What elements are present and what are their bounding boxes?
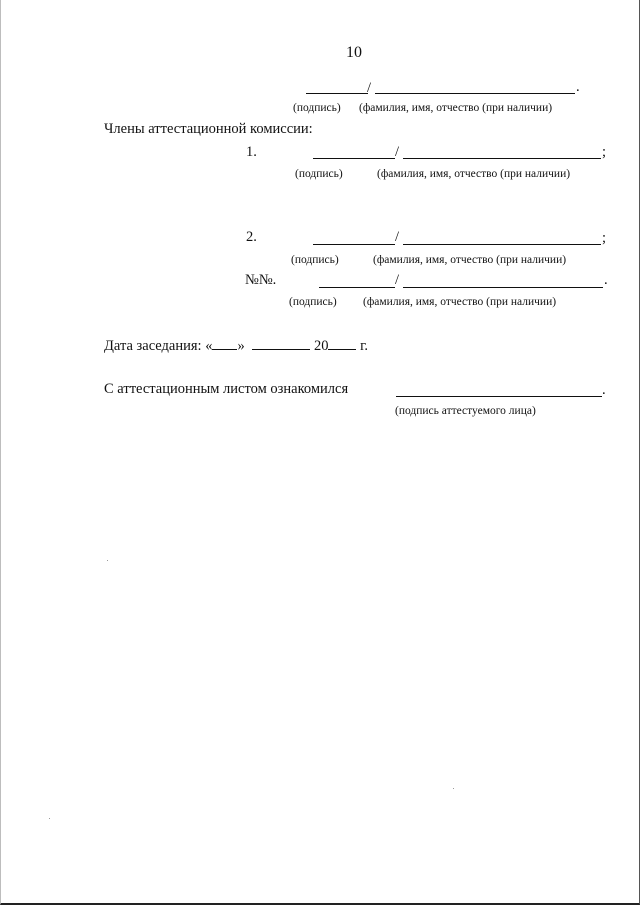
chair-signature-line[interactable] [306,93,368,94]
member-2-separator: / [395,229,400,245]
member-n-signature-line[interactable] [319,287,395,288]
member-1-name-caption: (фамилия, имя, отчество (при наличии) [377,168,571,180]
meeting-month-blank[interactable] [252,337,310,350]
member-1-number: 1. [246,144,257,160]
acknowledgement-end-mark: . [602,382,606,398]
member-n-end-mark: . [604,272,608,288]
chair-separator: / [367,80,372,96]
acknowledgement-caption: (подпись аттестуемого лица) [395,405,536,417]
member-1-end-mark: ; [602,144,607,160]
acknowledgement-signature-line[interactable] [396,396,602,397]
member-n-separator: / [395,272,400,288]
meeting-date-close-quote: » [237,338,245,354]
scan-speck [107,560,108,561]
meeting-date-row [104,337,368,355]
meeting-year-suffix: г. [360,338,369,354]
page-number: 10 [346,44,362,61]
member-1-signature-caption: (подпись) [295,168,343,180]
scan-speck [453,788,454,789]
chair-end-mark: . [576,79,580,95]
meeting-date-open-quote: « [205,338,213,354]
member-2-end-mark: ; [602,230,607,246]
member-1-separator: / [395,144,400,160]
member-2-signature-caption: (подпись) [291,254,339,266]
meeting-date-label: Дата заседания: [104,338,202,354]
chair-name-caption: (фамилия, имя, отчество (при наличии) [359,102,553,114]
members-heading: Члены аттестационной комиссии: [104,121,313,137]
scan-speck [49,818,50,819]
member-n-number: №№. [245,272,277,288]
member-n-name-caption: (фамилия, имя, отчество (при наличии) [363,296,557,308]
member-n-name-line[interactable] [403,287,603,288]
member-2-name-caption: (фамилия, имя, отчество (при наличии) [373,254,567,266]
member-1-name-line[interactable] [403,158,601,159]
meeting-year-prefix: 20 [313,338,329,354]
acknowledgement-text: С аттестационным листом ознакомился [104,381,349,397]
chair-signature-caption: (подпись) [293,102,341,114]
meeting-day-blank[interactable] [212,337,237,350]
chair-name-line[interactable] [375,93,575,94]
member-1-signature-line[interactable] [313,158,395,159]
member-n-signature-caption: (подпись) [289,296,337,308]
member-2-signature-line[interactable] [313,244,395,245]
member-2-name-line[interactable] [403,244,601,245]
meeting-year-blank[interactable] [328,337,356,350]
member-2-number: 2. [246,229,257,245]
